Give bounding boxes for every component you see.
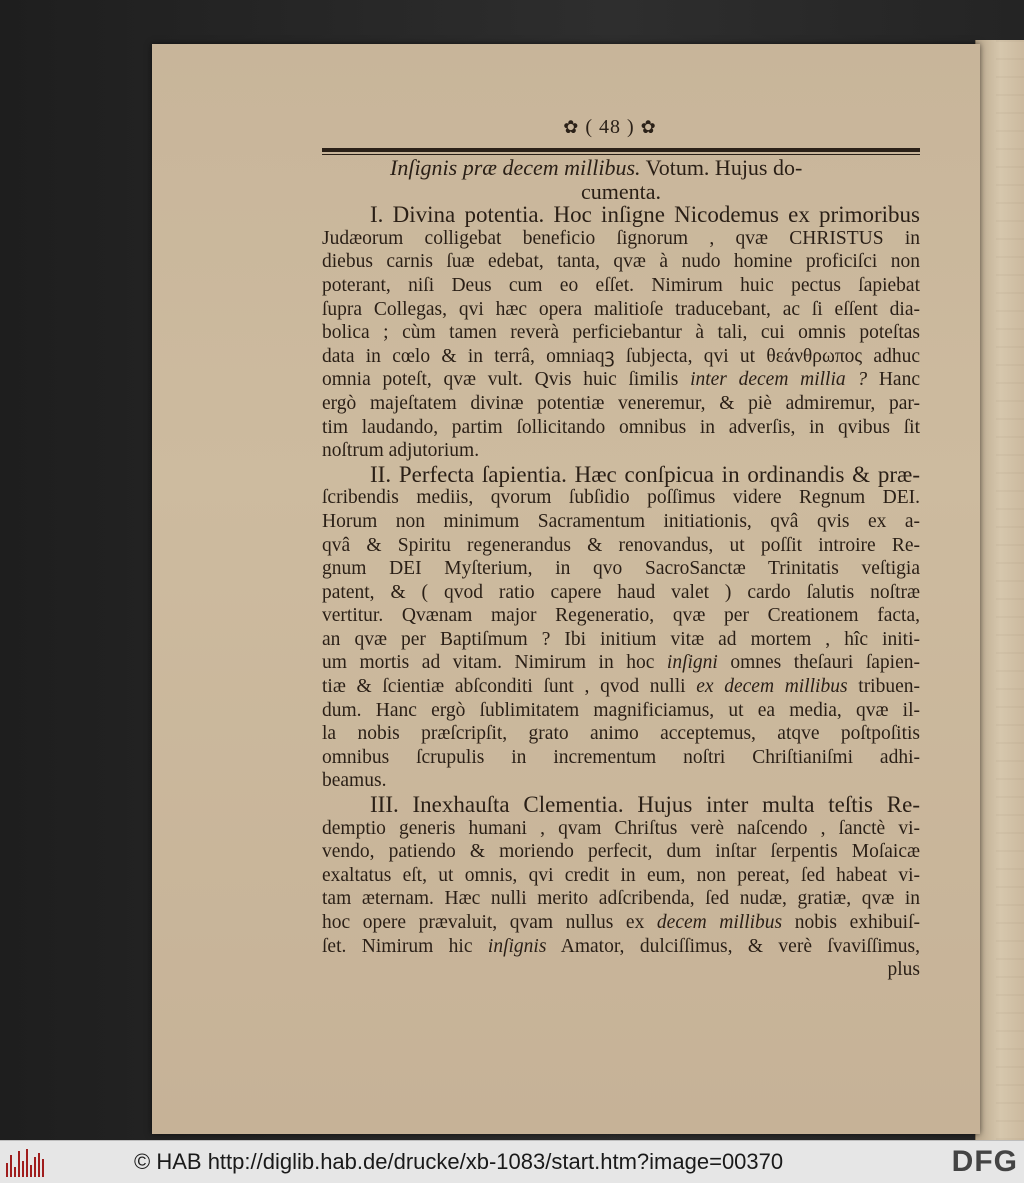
text-line bbox=[322, 156, 920, 180]
text-phrase: Votum. Hujus do- bbox=[640, 155, 803, 180]
text-line: data in cœlo & in terrâ, omniaqꝫ ſubjecta, qvi ut θεάνθρωπος adhuc bbox=[322, 345, 920, 367]
text-line: noſtrum adjutorium. bbox=[322, 440, 480, 462]
italic-phrase: decem millibus bbox=[656, 912, 783, 933]
text-phrase: tiæ & ſcientiæ abſconditi ſunt , qvod nulli bbox=[322, 676, 697, 698]
footer-citation bbox=[134, 1149, 783, 1175]
text-line: I. Divina potentia. Hoc inſigne Nicodemus ex primoribus bbox=[370, 202, 920, 228]
text-phrase: nobis exhibuiſ- bbox=[782, 912, 920, 933]
text-line: plus bbox=[887, 959, 920, 981]
italic-phrase: inter decem millia ? bbox=[690, 369, 868, 391]
page-number-header bbox=[540, 116, 680, 144]
text-phrase: um mortis ad vitam. Nimirum in hoc bbox=[322, 652, 667, 674]
text-line: la nobis præſcripſit, grato animo acceptemus, atqve poſtpoſitis bbox=[322, 723, 920, 745]
text-line: vendo, patiendo & moriendo perfecit, dum inſtar ſerpentis Moſaicæ bbox=[322, 841, 920, 863]
text-line: exaltatus eſt, ut omnis, qvi credit in eum, non pereat, ſed habeat vi- bbox=[322, 864, 920, 886]
ornament-left-icon: ✿ bbox=[563, 117, 580, 137]
text-line: ergò majeſtatem divinæ potentiæ veneremur, & piè admiremur, par- bbox=[322, 392, 920, 414]
text-line: beamus. bbox=[322, 770, 387, 792]
text-line: patent, & ( qvod ratio capere haud valet ) cardo ſalutis noſtræ bbox=[322, 581, 920, 603]
text-line: vertitur. Qvænam major Regeneratio, qvæ per Creationem facta, bbox=[322, 605, 920, 627]
text-phrase: Hanc bbox=[867, 369, 920, 391]
text-line: III. Inexhauſta Clementia. Hujus inter multa teſtis Re- bbox=[370, 792, 920, 818]
ornament-right-icon: ✿ bbox=[640, 117, 657, 137]
italic-phrase: ex decem millibus bbox=[696, 676, 848, 698]
italic-phrase: inſigni bbox=[666, 652, 718, 674]
text-line: Horum non minimum Sacramentum initiationis, qvâ qvis ex a- bbox=[322, 510, 920, 532]
text-line: poterant, niſi Deus cum eo eſſet. Nimirum huic pectus ſapiebat bbox=[322, 274, 920, 296]
text-line: ſcribendis mediis, qvorum ſubſidio poſſimus videre Regnum DEI. bbox=[322, 487, 920, 509]
italic-phrase: Inſignis præ decem millibus. bbox=[390, 155, 641, 180]
text-line: tam æternam. Hæc nulli merito adſcribenda, ſed nudæ, gratiæ, qvæ in bbox=[322, 888, 920, 910]
text-line: qvâ & Spiritu regenerandus & renovandus, ut poſſit introire Re- bbox=[322, 534, 920, 556]
body-text bbox=[322, 156, 920, 982]
text-line bbox=[322, 368, 920, 392]
source-link[interactable]: http://diglib.hab.de/drucke/xb-1083/start.htm?image=00370 bbox=[207, 1149, 784, 1174]
text-line: bolica ; cùm tamen reverà perficiebantur à tali, cui omnis poteſtas bbox=[322, 322, 920, 344]
text-line: diebus carnis ſuæ edebat, tanta, qvæ à nudo homine proficiſci non bbox=[322, 251, 920, 273]
text-line: tim laudando, partim ſollicitando omnibus in adverſis, in qvibus ſit bbox=[322, 416, 920, 438]
text-phrase: Amator, dulciſſimus, & verè ſvaviſſimus, bbox=[546, 935, 920, 957]
text-line bbox=[322, 935, 920, 959]
page-number: ( 48 ) bbox=[585, 116, 635, 138]
header-rule bbox=[322, 148, 920, 152]
text-line: omnibus ſcrupulis in incrementum noſtri Chriſtianiſmi adhi- bbox=[322, 746, 920, 768]
dfg-logo: DFG bbox=[951, 1145, 1018, 1178]
text-phrase: hoc opere prævaluit, qvam nullus ex bbox=[322, 912, 657, 933]
text-line: cumenta. bbox=[580, 178, 662, 204]
text-line: gnum DEI Myſterium, in qvo SacroSanctæ Trinitatis veſtigia bbox=[322, 558, 920, 580]
text-line bbox=[322, 651, 920, 675]
text-line: Judæorum colligebat beneficio ſignorum , qvæ CHRISTUS in bbox=[322, 227, 920, 249]
text-phrase: tribuen- bbox=[847, 676, 920, 698]
text-line: an qvæ per Baptiſmum ? Ibi initium vitæ ad mortem , hîc initi- bbox=[322, 628, 920, 650]
hab-logo-icon bbox=[6, 1147, 46, 1177]
text-line bbox=[322, 675, 920, 699]
text-line: ſupra Collegas, qvi hæc opera malitioſe traducebant, ac ſi eſſent dia- bbox=[322, 298, 920, 320]
text-phrase: ſet. Nimirum hic bbox=[322, 935, 488, 957]
text-line bbox=[322, 911, 920, 935]
viewer-footer bbox=[0, 1140, 1024, 1183]
text-line: II. Perfecta ſapientia. Hæc conſpicua in ordinandis & præ- bbox=[370, 461, 920, 487]
text-phrase: omnes theſauri ſapien- bbox=[717, 652, 920, 674]
text-line: demptio generis humani , qvam Chriſtus verè naſcendo , ſanctè vi- bbox=[322, 817, 920, 839]
copyright-label: © HAB bbox=[134, 1149, 202, 1174]
italic-phrase: inſignis bbox=[487, 935, 547, 957]
text-phrase: omnia poteſt, qvæ vult. Qvis huic ſimilis bbox=[322, 369, 691, 391]
facing-page-texture bbox=[996, 40, 1024, 1140]
text-line: dum. Hanc ergò ſublimitatem magnificiamus, ut ea media, qvæ il- bbox=[322, 699, 920, 721]
